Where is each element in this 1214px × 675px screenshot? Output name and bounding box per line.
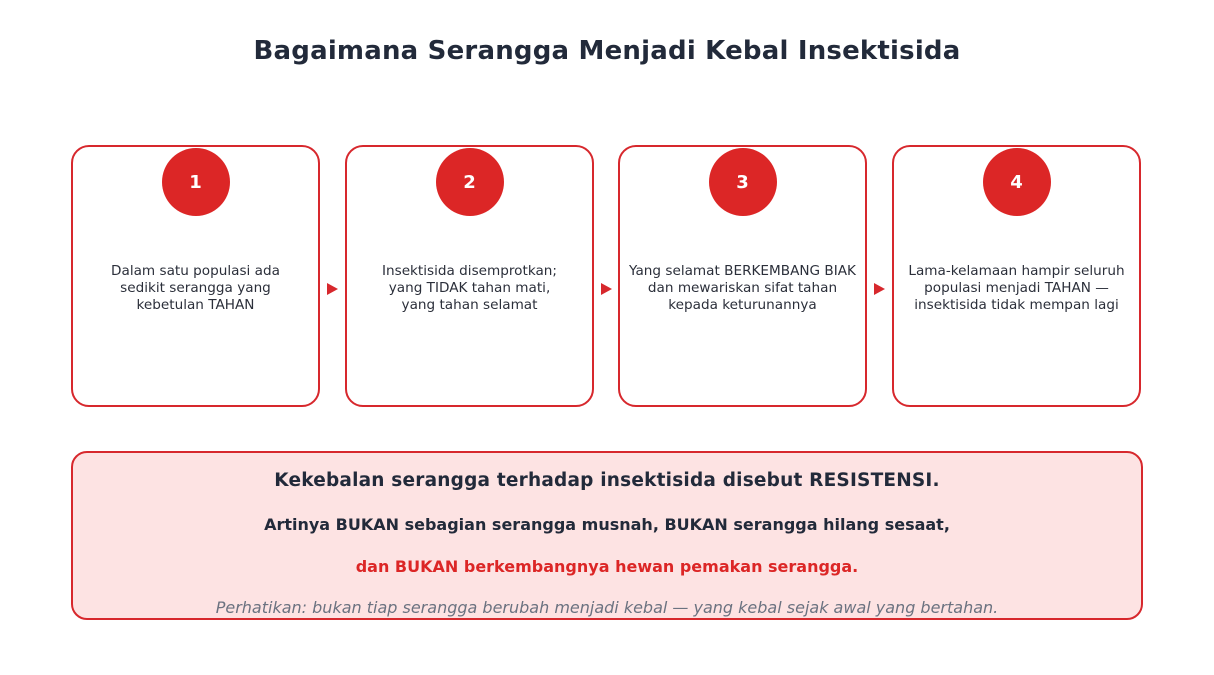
- step-text-line: Dalam satu populasi ada: [111, 263, 280, 279]
- step-card-4: [892, 145, 1141, 407]
- step-text-line: kepada keturunannya: [668, 297, 817, 313]
- step-description: [337, 263, 602, 314]
- step-text-line: Lama-kelamaan hampir seluruh: [908, 263, 1125, 279]
- diagram-title: Bagaimana Serangga Menjadi Kebal Insektisida: [253, 36, 961, 66]
- step-number-badge: 1: [162, 148, 230, 216]
- step-description: [610, 263, 875, 314]
- step-number-badge: 2: [436, 148, 504, 216]
- summary-main-text: Kekebalan serangga terhadap insektisida disebut RESISTENSI.: [274, 470, 940, 491]
- step-text-line: kebetulan TAHAN: [136, 297, 255, 313]
- step-text-line: sedikit serangga yang: [120, 280, 271, 296]
- step-text-line: populasi menjadi TAHAN —: [924, 280, 1109, 296]
- step-text-line: yang TIDAK tahan mati,: [388, 280, 551, 296]
- step-text-line: yang tahan selamat: [401, 297, 538, 313]
- step-card-2: [345, 145, 594, 407]
- summary-note-text: Perhatikan: bukan tiap serangga berubah menjadi kebal — yang kebal sejak awal yang bertahan.: [215, 598, 999, 617]
- step-text-line: Yang selamat BERKEMBANG BIAK: [629, 263, 856, 279]
- step-text-line: insektisida tidak mempan lagi: [914, 297, 1119, 313]
- summary-sub-text: Artinya BUKAN sebagian serangga musnah, BUKAN serangga hilang sesaat,: [264, 515, 950, 534]
- step-description: [884, 263, 1149, 314]
- step-card-1: [71, 145, 320, 407]
- summary-highlight-text: dan BUKAN berkembangnya hewan pemakan serangga.: [355, 557, 859, 576]
- step-description: [63, 263, 328, 314]
- step-text-line: Insektisida disemprotkan;: [381, 263, 557, 279]
- step-card-3: [618, 145, 867, 407]
- step-text-line: dan mewariskan sifat tahan: [647, 280, 838, 296]
- summary-box: [71, 451, 1143, 620]
- step-number-badge: 3: [709, 148, 777, 216]
- step-number-badge: 4: [983, 148, 1051, 216]
